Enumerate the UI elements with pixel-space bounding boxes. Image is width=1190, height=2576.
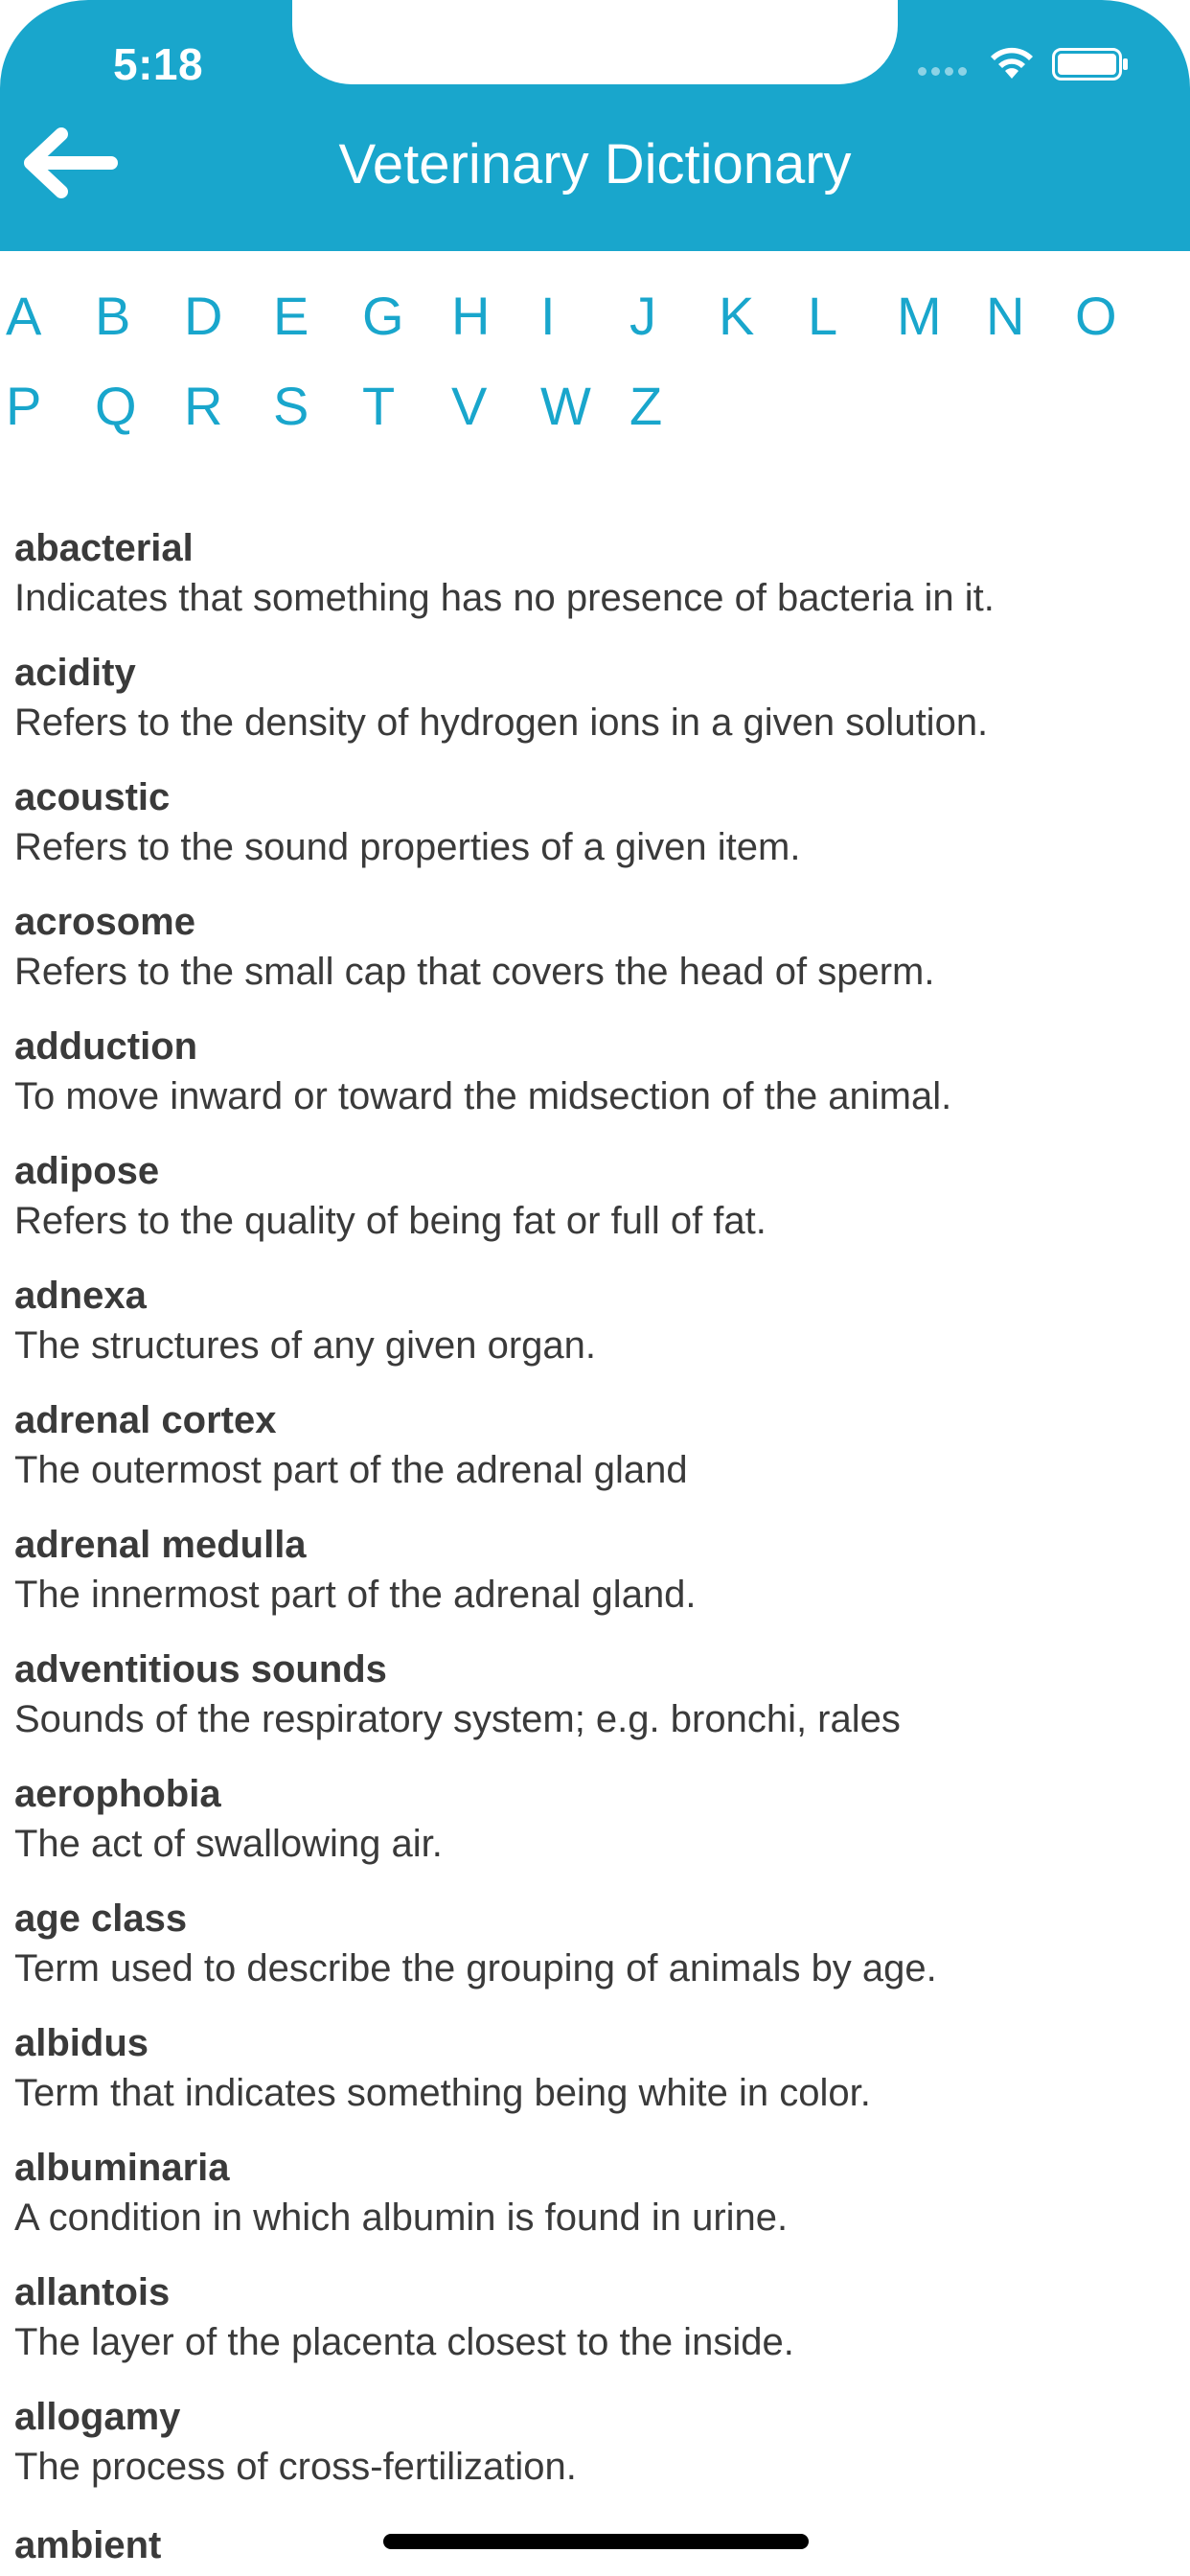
- entry-term: albuminaria: [14, 2147, 230, 2189]
- entry-definition: Refers to the sound properties of a given item.: [14, 826, 801, 868]
- dictionary-entry[interactable]: [14, 1520, 1174, 1644]
- dictionary-entry[interactable]: [14, 2143, 1174, 2267]
- letter-link[interactable]: K: [719, 285, 755, 346]
- dictionary-entry[interactable]: [14, 523, 1174, 648]
- entry-term: adventitious sounds: [14, 1648, 387, 1690]
- entry-definition: The layer of the placenta closest to the inside.: [14, 2321, 794, 2363]
- entry-term: adrenal medulla: [14, 1524, 307, 1566]
- wifi-icon: [987, 44, 1037, 80]
- entry-definition: Sounds of the respiratory system; e.g. bronchi, rales: [14, 1698, 901, 1740]
- letter-link[interactable]: N: [986, 285, 1025, 346]
- letter-link[interactable]: J: [629, 285, 656, 346]
- dictionary-entry[interactable]: [14, 772, 1174, 897]
- entry-term: allantois: [14, 2271, 171, 2313]
- dictionary-list: [14, 523, 1174, 2517]
- entry-definition: The innermost part of the adrenal gland.: [14, 1574, 697, 1616]
- entry-term: adduction: [14, 1025, 198, 1068]
- letter-link[interactable]: S: [273, 375, 309, 436]
- letter-link[interactable]: H: [451, 285, 491, 346]
- entry-term: adipose: [14, 1150, 160, 1192]
- entry-definition: A condition in which albumin is found in urine.: [14, 2196, 789, 2239]
- letter-link[interactable]: M: [897, 285, 942, 346]
- dictionary-entry[interactable]: [14, 2392, 1174, 2517]
- home-indicator[interactable]: [383, 2534, 809, 2549]
- dictionary-entry[interactable]: [14, 1146, 1174, 1271]
- letter-link[interactable]: Z: [629, 375, 663, 436]
- letter-link[interactable]: V: [451, 375, 488, 436]
- dictionary-entry[interactable]: [14, 897, 1174, 1022]
- letter-link[interactable]: G: [362, 285, 404, 346]
- entry-term: age class: [14, 1898, 188, 1940]
- letter-link[interactable]: A: [6, 285, 42, 346]
- letter-link[interactable]: P: [6, 375, 42, 436]
- entry-definition: The outermost part of the adrenal gland: [14, 1449, 688, 1491]
- dictionary-entry[interactable]: [14, 1644, 1174, 1769]
- entry-definition: Indicates that something has no presence of bacteria in it.: [14, 577, 995, 619]
- entry-term: adrenal cortex: [14, 1399, 277, 1441]
- entry-term: allogamy: [14, 2396, 181, 2438]
- dictionary-entry[interactable]: [14, 648, 1174, 772]
- letter-link[interactable]: W: [540, 375, 591, 436]
- entry-term: albidus: [14, 2022, 149, 2064]
- status-time: 5:18: [113, 39, 204, 89]
- entry-term: acoustic: [14, 776, 171, 818]
- entry-term: adnexa: [14, 1275, 147, 1317]
- entry-term: acrosome: [14, 901, 195, 943]
- battery-icon: [1052, 48, 1129, 80]
- dictionary-entry-partial[interactable]: ambient: [14, 2524, 162, 2566]
- dictionary-entry[interactable]: [14, 1769, 1174, 1894]
- entry-definition: Term that indicates something being white in color.: [14, 2072, 871, 2114]
- page-title: Veterinary Dictionary: [338, 133, 852, 196]
- entry-definition: The process of cross-fertilization.: [14, 2446, 577, 2488]
- entry-term: abacterial: [14, 527, 194, 569]
- letter-link[interactable]: I: [540, 285, 556, 346]
- entry-term: acidity: [14, 652, 136, 694]
- entry-definition: To move inward or toward the midsection of the animal.: [14, 1075, 952, 1117]
- dictionary-entry[interactable]: [14, 1894, 1174, 2018]
- entry-definition: Refers to the quality of being fat or full of fat.: [14, 1200, 767, 1242]
- entry-definition: The act of swallowing air.: [14, 1823, 443, 1865]
- nav-bar: [0, 0, 1190, 251]
- letter-link[interactable]: Q: [95, 375, 137, 436]
- dictionary-entry[interactable]: [14, 2018, 1174, 2143]
- letter-link[interactable]: R: [184, 375, 223, 436]
- letter-link[interactable]: D: [184, 285, 223, 346]
- alphabet-index: [0, 270, 1190, 450]
- entry-definition: Refers to the small cap that covers the head of sperm.: [14, 951, 935, 993]
- dictionary-entry[interactable]: [14, 1022, 1174, 1146]
- letter-link[interactable]: O: [1075, 285, 1117, 346]
- cellular-signal-icon: [918, 67, 967, 76]
- entry-definition: Term used to describe the grouping of animals by age.: [14, 1947, 937, 1990]
- entry-definition: Refers to the density of hydrogen ions in a given solution.: [14, 702, 989, 744]
- dictionary-entry[interactable]: [14, 1271, 1174, 1395]
- entry-definition: The structures of any given organ.: [14, 1324, 596, 1367]
- alphabet-row: [0, 270, 1190, 360]
- alphabet-row: [0, 360, 1190, 450]
- device-notch: [292, 0, 898, 84]
- letter-link[interactable]: E: [273, 285, 309, 346]
- dictionary-entry[interactable]: [14, 1395, 1174, 1520]
- letter-link[interactable]: L: [808, 285, 838, 346]
- dictionary-entry[interactable]: [14, 2267, 1174, 2392]
- letter-link[interactable]: B: [95, 285, 131, 346]
- entry-term: aerophobia: [14, 1773, 221, 1815]
- letter-link[interactable]: T: [362, 375, 396, 436]
